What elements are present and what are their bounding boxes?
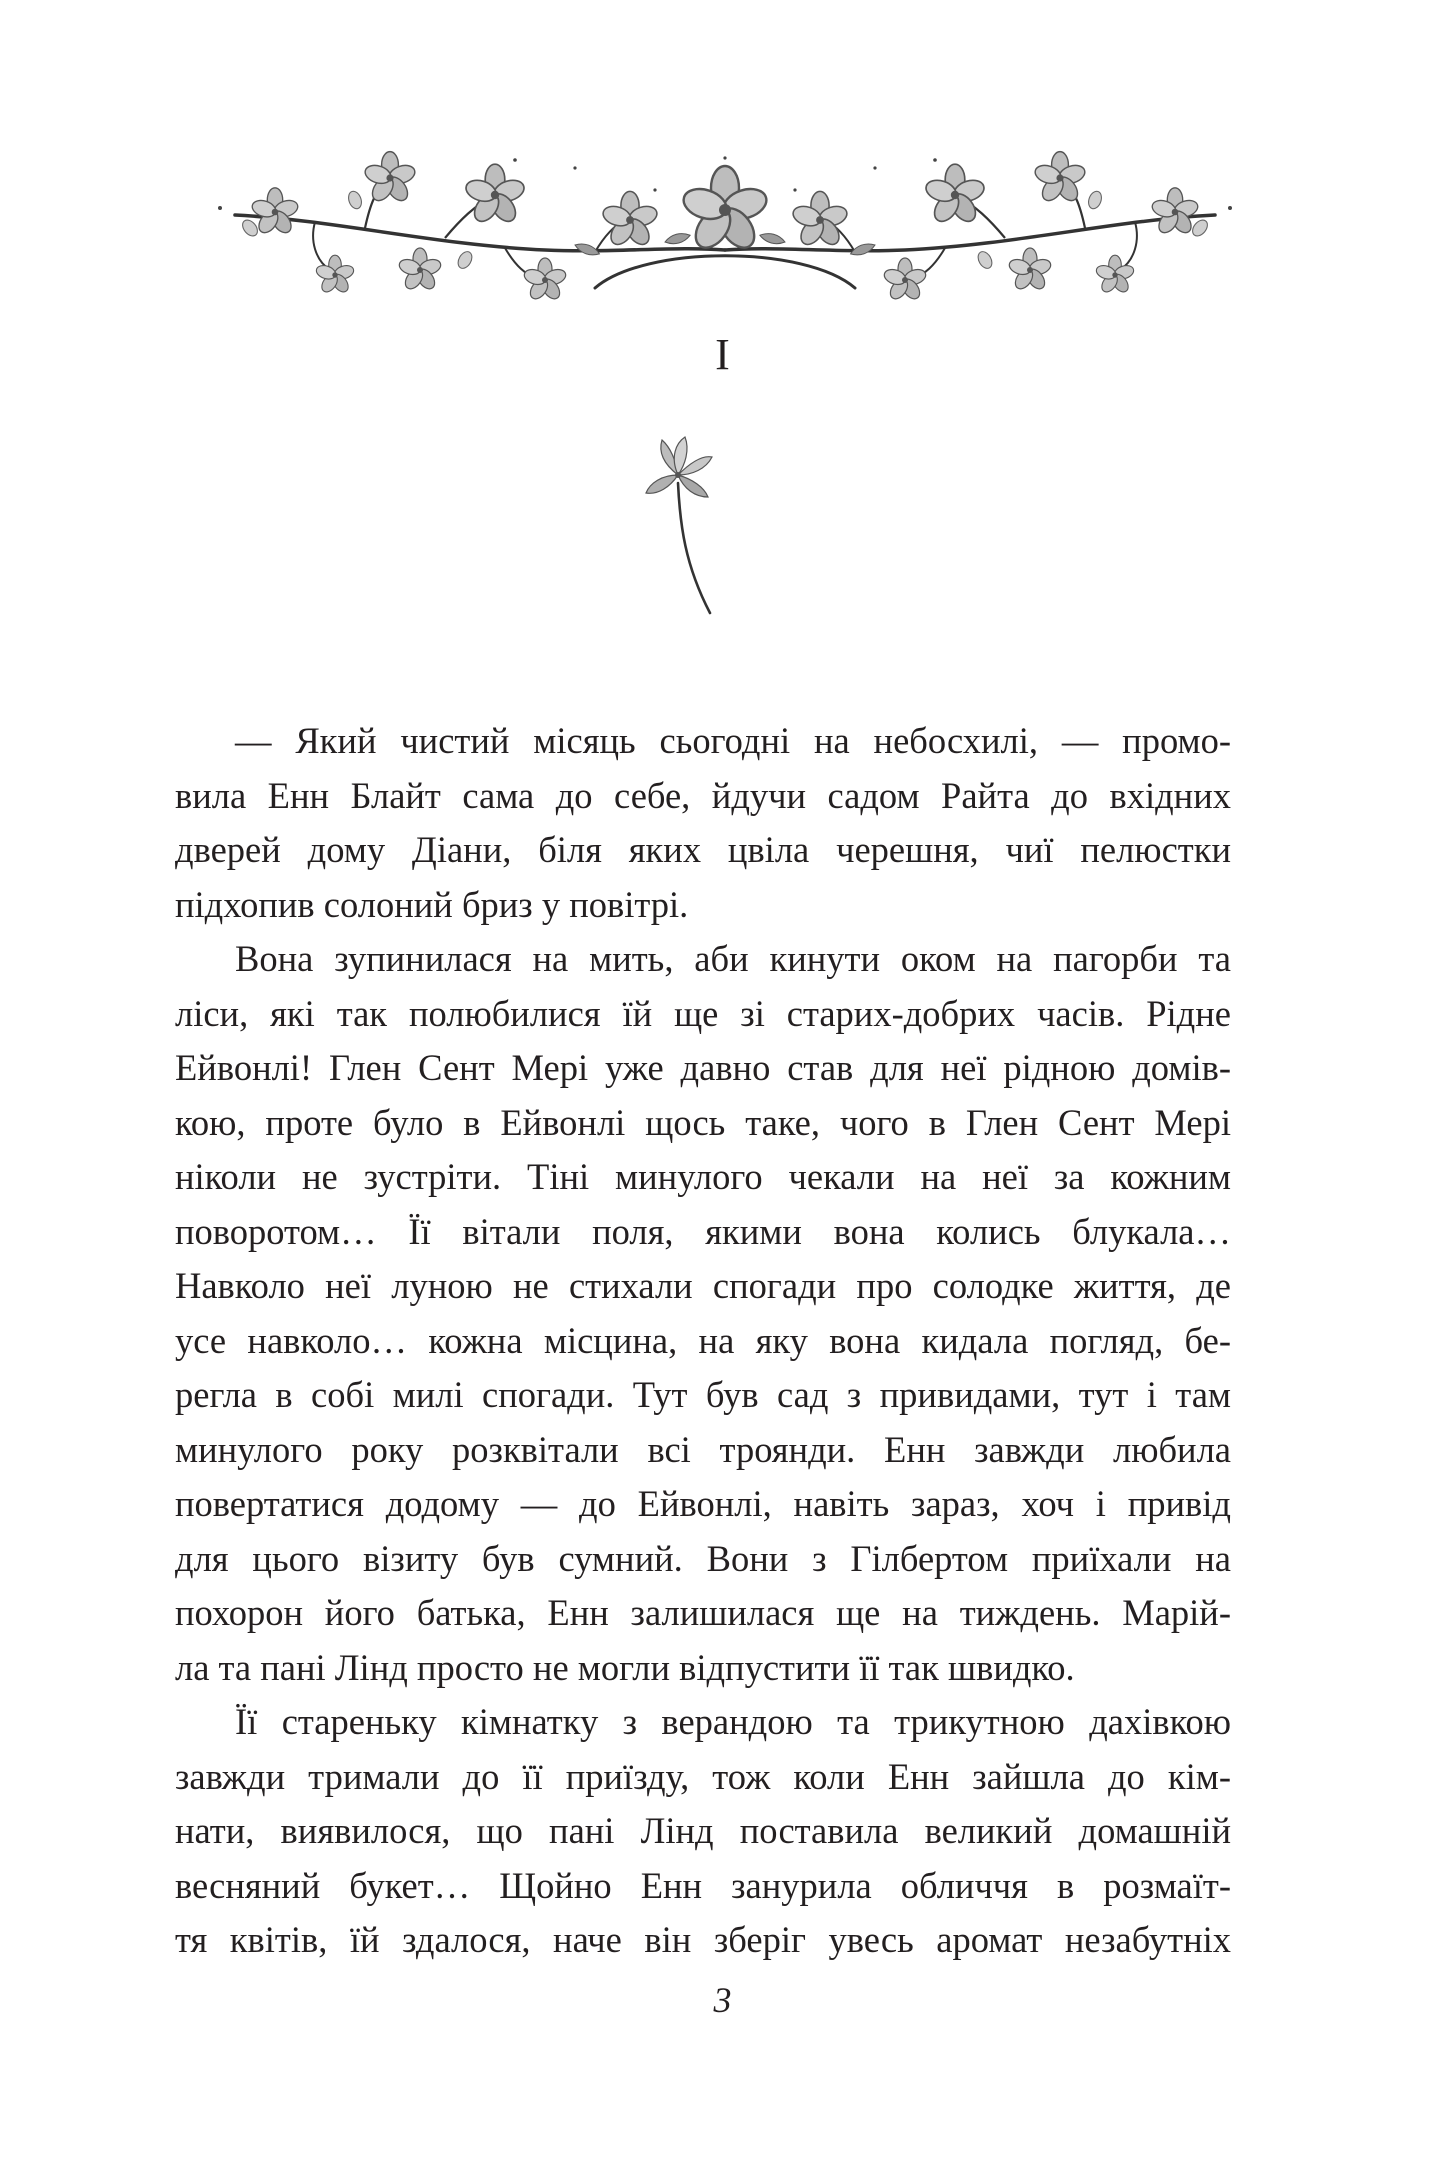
text-line: поворотом… Її вітали поля, якими вона колись блукала… (175, 1210, 1231, 1252)
text-line: — Який чистий місяць сьогодні на небосхилі, — промо- (235, 720, 1231, 761)
text-line: усе навколо… кожна місцина, на яку вона кидала погляд, бе- (175, 1319, 1231, 1361)
paragraph (175, 932, 1231, 1695)
text-line: тя квітів, їй здалося, наче він зберіг увесь аромат незабутніх (175, 1919, 1231, 1960)
text-line: ла та пані Лінд просто не могли відпустити її так швидко. (175, 1646, 1075, 1688)
text-line: ніколи не зустріти. Тіні минулого чекали на неї за кожним (175, 1156, 1231, 1197)
text-line: похорон його батька, Енн залишилася ще на тиждень. Марій- (175, 1592, 1231, 1633)
text-line: Ейвонлі! Глен Сент Мері уже давно став для неї рідною домів- (175, 1047, 1231, 1088)
text-line: Навколо неї луною не стихали спогади про солодке життя, де (175, 1265, 1231, 1306)
chapter-number: I (715, 330, 730, 379)
text-line: Вона зупинилася на мить, аби кинути оком на пагорби та (235, 938, 1231, 979)
flowering-branch-icon (215, 150, 1235, 330)
text-line: Її стареньку кімнатку з верандою та трикутною дахівкою (235, 1701, 1231, 1742)
text-line: дверей дому Діани, біля яких цвіла черешня, чиї пелюстки (175, 829, 1231, 870)
text-line: кою, проте було в Ейвонлі щось таке, чого в Глен Сент Мері (175, 1101, 1231, 1143)
text-line: ліси, які так полюбилися їй ще зі старих-добрих часів. Рідне (175, 992, 1231, 1034)
text-line: минулого року розквітали всі троянди. Енн завжди любила (175, 1428, 1231, 1470)
text-line: вила Енн Блайт сама до себе, йдучи садом Райта до вхідних (175, 774, 1231, 816)
paragraph (175, 1695, 1231, 1968)
text-line: підхопив солоний бриз у повітрі. (175, 883, 689, 925)
text-line: повертатися додому — до Ейвонлі, навіть зараз, хоч і привід (175, 1483, 1231, 1524)
text-line: завжди тримали до її приїзду, тож коли Енн зайшла до кім- (175, 1755, 1231, 1797)
text-line: нати, виявилося, що пані Лінд поставила великий домашній (175, 1810, 1231, 1851)
text-line: для цього візиту був сумний. Вони з Гілбертом приїхали на (175, 1537, 1231, 1579)
body-text (175, 714, 1231, 1968)
text-line: регла в собі милі спогади. Тут був сад з привидами, тут і там (175, 1374, 1231, 1415)
text-line: весняний букет… Щойно Енн занурила обличчя в розмаїт- (175, 1864, 1231, 1906)
single-flower-icon (640, 435, 730, 625)
paragraph (175, 714, 1231, 932)
page-number: 3 (713, 1980, 732, 2020)
